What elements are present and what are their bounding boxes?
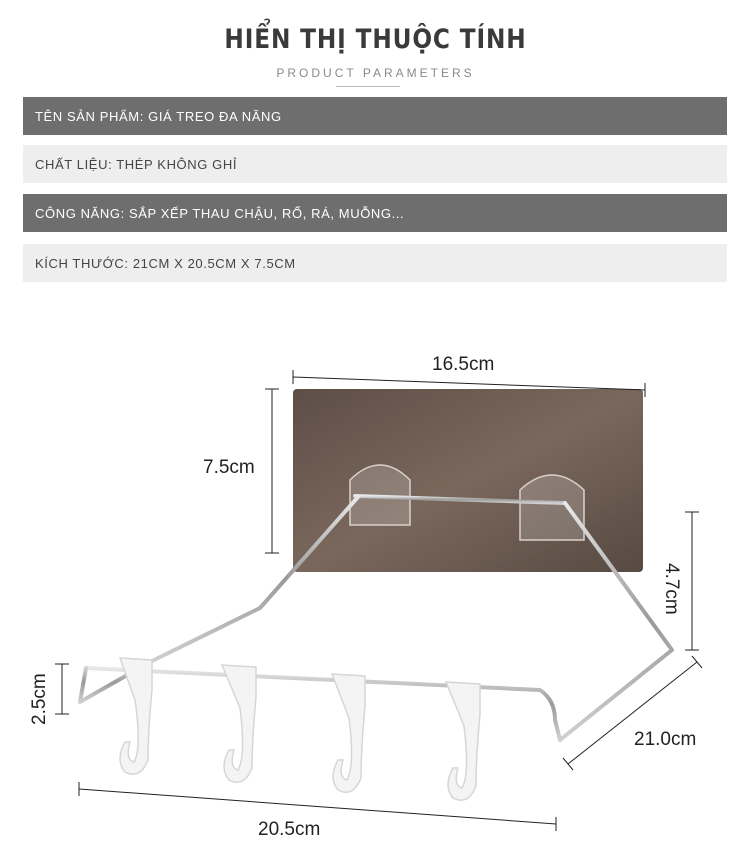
param-row-name: TÊN SẢN PHẨM: GIÁ TREO ĐA NĂNG — [23, 97, 727, 135]
hook-3 — [332, 674, 365, 792]
dimension-top-width: 16.5cm — [432, 354, 495, 375]
param-row-material: CHẤT LIỆU: THÉP KHÔNG GHỈ — [23, 145, 727, 183]
dimension-hook-height: 2.5cm — [29, 673, 50, 725]
dimension-side-depth: 21.0cm — [634, 729, 697, 750]
page-subtitle: PRODUCT PARAMETERS — [276, 66, 475, 80]
hook-4 — [446, 682, 480, 800]
dimension-plate-height: 7.5cm — [203, 457, 255, 478]
param-row-function: CÔNG NĂNG: SẮP XẾP THAU CHẬU, RỔ, RÁ, MUỖNG... — [23, 194, 727, 232]
hook-2 — [222, 665, 256, 782]
dimension-bottom-width: 20.5cm — [258, 819, 321, 840]
adhesive-plate — [293, 389, 643, 572]
page-title: HIỂN THỊ THUỘC TÍNH — [224, 24, 527, 55]
dimension-depth-right: 4.7cm — [661, 563, 682, 615]
param-row-size: KÍCH THƯỚC: 21CM X 20.5CM X 7.5CM — [23, 244, 727, 282]
